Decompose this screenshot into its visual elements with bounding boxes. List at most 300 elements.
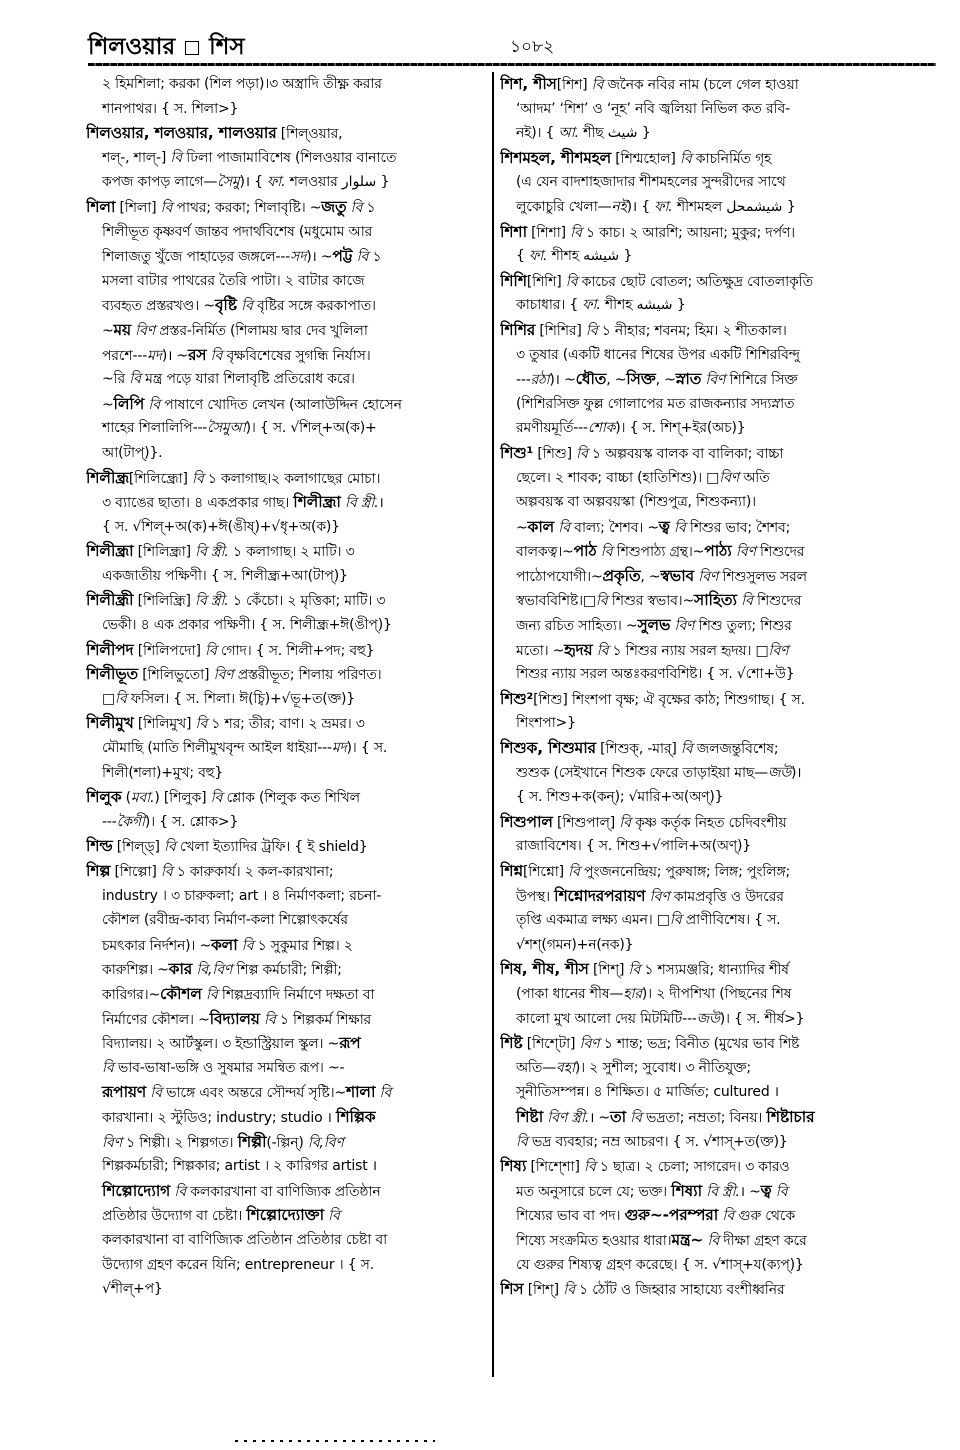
grammar-label: বি [205,986,218,1003]
entry-continuation-line [500,933,930,958]
headword: তা [609,1107,626,1126]
definition-text: ১ শিল্পকর্ম শিক্ষার [275,1011,372,1028]
grammar-label: বি [160,199,173,216]
entry-continuation-line [500,761,930,786]
entry-headword-line [500,72,930,97]
grammar-label: বি [356,249,369,266]
definition-text: [শিলা] [115,199,161,216]
headword: মন্ত্র~ [671,1230,704,1249]
grammar-label: বি স্ত্রী. [344,495,379,512]
entry-headword-line [86,195,496,220]
entry-continuation-line [500,490,930,515]
definition-text: industry । ৩ চারুকলা; art । ৪ নির্মাণকলা; রচনা- [102,887,382,904]
entry-continuation-line [86,416,496,441]
definition-text: শিলী(শলা)+মুখ; বহু} [102,764,224,781]
entry-continuation-line [86,1228,496,1253]
entry-continuation-line [86,441,496,466]
definition-text: মতো। ~ [516,642,565,659]
entry-continuation-line [86,1130,496,1155]
entry-continuation-line [86,884,496,909]
headword: শিলীভূত [86,665,138,684]
grammar-label: বি [741,593,753,610]
definition-text: ১ অল্পবয়স্ক বালক বা বালিকা; বাচ্চা [587,445,784,462]
definition-text: প্রতিষ্ঠার উদ্যোগ বা চেষ্টা। [102,1208,247,1225]
entry-headword-line [86,539,496,564]
grammar-label: বিণ [213,667,234,684]
entry-continuation-line [500,97,930,122]
headword: লিপি [113,394,145,413]
definition-text: শিল্প কর্মচারী; শিল্পী; [232,962,342,979]
definition-text: গুরু থেকে [733,1208,796,1225]
grammar-label: বি [241,937,254,954]
definition-text: শাহের শিলালিপি--- [102,420,208,437]
entry-headword-line [86,859,496,884]
definition-text: আ(টাপ্)}. [102,444,163,461]
entry-continuation-line [86,170,496,195]
grammar-label: বিণ [698,568,719,585]
definition-text: কাচাধার। { [516,297,583,314]
grammar-label: বি,বিণ [196,962,233,979]
grammar-label: মদ [147,347,162,364]
definition-text: [শিলিপদো] [133,642,205,659]
definition-text: (পাকা ধানের শীষ— [516,985,624,1002]
entry-headword-line [500,810,930,835]
entry-headword-line [500,318,930,343]
grammar-label: বি,বিণ [307,1134,344,1151]
definition-text: )। [791,764,802,781]
grammar-label: বি [680,741,693,758]
definition-text: কারখানা। ২ স্টুডিও; industry; studio । [102,1109,337,1126]
definition-text: জন্য রচিত সাহিত্য। ~ [516,618,638,635]
entry-continuation-line [86,1080,496,1105]
grammar-label: মবা. [130,790,155,807]
definition-text: শিলাজতু খুঁজে পাহাড়ের জঙ্গলে--- [102,249,291,266]
definition-text: )। ~ [549,372,576,389]
grammar-label: বিণ [735,544,756,561]
entry-headword-line [86,466,496,491]
entry-continuation-line [86,564,496,589]
definition-text: অল্পবয়স্ক বা অল্পবয়স্কা (শিশুপুত্র, শিশুকন্যা)। [516,494,756,511]
definition-text: রাজাবিশেষ। { স. শিশু+√পালি+অ(অণ্)} [516,838,752,855]
entry-continuation-line [500,416,930,441]
headword: শিষ্য [500,1157,527,1176]
definition-text: শীশহ شيشه } [600,297,686,314]
headword: শিলওয়ার, শলওয়ার, শালওয়ার [86,124,277,143]
definition-text: ১ শিশুর ন্যায় সরল হৃদয়। □ [608,642,769,659]
definition-text: বাল্য; শৈশব। ~ [569,519,659,536]
grammar-label: বি [628,962,641,979]
definition-text: ~ [516,519,528,536]
definition-text: বিদ্যালয়। ২ আর্টস্কুল। ৩ ইন্ডাস্ট্রিয়াল স্কুল। ~ [102,1036,340,1053]
entry-continuation-line [86,1154,496,1179]
grammar-label: বি [150,1085,162,1102]
entry-continuation-line [500,1203,930,1228]
grammar-label: বিণ [719,469,740,486]
definition-text: কপজ কাপড় লাগে— [102,174,218,191]
headword: শিষ, শীষ, শীস [500,960,589,979]
entry-continuation-line [500,564,930,589]
entry-continuation-line [86,613,496,638]
grammar-label: বিণ [649,888,670,905]
headword: শিলীপদ [86,640,134,659]
definition-text: ৩ ব্যাঙের ছাতা। ৪ একপ্রকার গাছ। [102,495,294,512]
headword: বিদ্যালয় [209,1009,260,1028]
definition-text: (শিশিরসিক্ত ফুল্ল গোলাপের মত রাজকন্যার সদ্যস্নাত [516,395,795,412]
definition-text: কামপ্রবৃত্তি ও উদরের [669,888,784,905]
grammar-label: বি [148,396,160,413]
grammar-label: বি [379,1085,392,1102]
headword: শিল্পোদ্যোগ [102,1181,171,1200]
definition-text: খেলা ইত্যাদির ট্রফি। { ই shield} [175,839,368,856]
definition-text: ব্যবহৃত প্রস্তরখণ্ড। ~ [102,298,215,315]
definition-text: কাচনির্মিত গৃহ [691,150,772,167]
headword: বৃষ্টি [214,296,237,315]
definition-text: শিশিরে সিক্ত [725,372,798,389]
entry-headword-line [86,711,496,736]
definition-text: ১ [368,249,382,266]
entry-headword-line [500,146,930,171]
entry-continuation-line [86,269,496,294]
headword: শিলীন্ধ্রী [86,591,134,610]
definition-text: [শিশ] [556,77,592,93]
entry-continuation-line [500,662,930,687]
definition-text: ১ সুকুমার শিল্প। ২ [253,937,353,954]
definition-text: ছেলে। ২ শাবক; বাচ্চা (হাতিশিশু)। □ [516,469,720,486]
grammar-label: বি [722,1208,734,1225]
definition-text: ১ কলাগাছ। ২ মাটি। ৩ [228,544,355,561]
headword: পাঠ্য [704,542,732,561]
entry-headword-line [500,957,930,982]
headword: শিল্প [86,862,111,880]
headword: শিলা [86,197,116,216]
entry-continuation-line [500,515,930,540]
grammar-label: জউ [696,1010,720,1027]
running-head [88,28,245,67]
headword: শিষ্ট [500,1034,523,1053]
entry-continuation-line [86,97,496,122]
definition-text: জলজন্তুবিশেষ; [692,741,779,758]
headword: কার [168,960,193,979]
definition-text: শিশুপাঠ্য গ্রন্থ।~ [612,544,705,561]
definition-text: ১ কেঁচো। ২ মৃত্তিকা; মাটি। ৩ [228,593,386,610]
definition-text: শল্-, শাল্-] [102,149,171,166]
definition-text: উদ্যোগ গ্রহণ করেন যিনি; entrepreneur । { স. [102,1256,374,1273]
entry-continuation-line [500,638,930,663]
entry-headword-line [500,441,930,466]
entry-continuation-line [86,293,496,318]
definition-text: )। { স. √শিল্+অ(ক)+ [245,420,377,437]
definition-text: )। ~ [306,249,333,266]
definition-text: [শিশির] [535,322,586,339]
grammar-label: বিণ [102,1134,122,1151]
column-divider [492,72,494,1377]
definition-text: । ~ [739,1183,761,1200]
headword: শিষ্টা [516,1107,543,1126]
grammar-label: বি [591,77,604,93]
definition-text: { স. √শিল্+অ(ক)+ঈ(ঙীষ্)+√ধৃ+অ(ক)} [102,518,340,535]
definition-text: বৃষ্টির সঙ্গে করকাপাত। [252,298,376,315]
definition-text: [শিল্ড্] [112,839,164,856]
grammar-label: কৈগী [116,813,145,830]
entry-continuation-line [86,736,496,761]
grammar-label: বি [163,839,176,856]
grammar-label: বিণ [768,642,789,659]
headword: শিলীন্ধ্রা [293,493,341,512]
entry-continuation-line [500,466,930,491]
entry-continuation-line [86,318,496,343]
entry-continuation-line [500,613,930,638]
entry-continuation-line [500,343,930,368]
definition-text: )। { [239,174,268,191]
grammar-label: বিণ [674,618,695,635]
entry-headword-line [86,834,496,859]
entry-continuation-line [500,1080,930,1105]
entry-continuation-line [500,1228,930,1253]
definition-text: )। { স. শীর্ষ>} [719,1010,805,1027]
definition-text: মসলা বাটার পাথরের তৈরি পাটা। ২ বাটার কাজে [102,272,365,289]
definition-text: শিশুর স্বভাব।~ [607,593,695,610]
headword: শিস [500,1280,524,1299]
definition-text: [শিশা] [526,224,571,241]
entry-continuation-line [500,1130,930,1155]
entry-continuation-line [86,908,496,933]
grammar-label: বি [170,149,183,166]
headword: হৃদয় [564,640,593,659]
entry-continuation-line [86,392,496,417]
grammar-label: বি [350,199,363,216]
entry-continuation-line [86,244,496,269]
definition-text: কৌশল (রবীন্দ্র-কাব্য নির্মাণ-কলা শিল্পোৎকর্ষের [102,912,348,929]
definition-text: শ্লোক (শিলুক কত শিখিল [222,790,360,807]
definition-text: ভাব-ভাষা-ভঙ্গি ও সুষমার সমন্বিত রূপ। ~- [113,1059,345,1076]
definition-text: শিশুসুলভ সরল [718,568,807,585]
footer-rule [235,1440,435,1442]
definition-text: । ~ [589,1109,610,1126]
definition-text: কারিগর।~ [102,986,160,1003]
definition-text: তৃপ্তি একমাত্র লক্ষ্য এমন। □ [516,912,670,929]
definition-text: ভাঙ্গে এবং অন্তরে সৌন্দর্য সৃষ্টি।~ [161,1085,346,1102]
definition-text: কলকারখানা বা বাণিজ্যিক প্রতিষ্ঠান প্রতিষ্ঠার চেষ্টা বা [102,1231,387,1248]
entry-continuation-line [86,220,496,245]
headword: গুরু~-পরম্পরা [624,1206,719,1225]
headword: কৌশল [159,984,202,1003]
entry-continuation-line [500,367,930,392]
definition-text: , ~ [640,568,661,585]
entry-continuation-line [500,392,930,417]
page-number: ১০৮২ [510,37,555,57]
grammar-label: বিণ [579,1036,600,1053]
headword: সাহিত্য [694,591,737,610]
definition-text: সুনীতিসম্পন্ন। ৪ শিক্ষিত। ৫ মার্জিত; cultured । [516,1084,779,1101]
grammar-label: বি [600,544,613,561]
definition-text: [শিলিন্ধ্রা] [133,544,196,561]
grammar-label: বিণ স্ত্রী. [547,1109,590,1126]
separator-box-icon [185,41,199,55]
entry-continuation-line [86,1203,496,1228]
grammar-label: বি [102,1059,114,1076]
grammar-label: জউ [767,764,791,781]
guide-word-first: শিলওয়ার [88,34,176,60]
entry-headword-line [500,1154,930,1179]
definition-text: )। { স. [346,740,388,757]
headword: স্নাত [675,370,702,389]
grammar-label: বি [669,912,682,929]
definition-text: শিল্পদ্রব্যাদি নির্মাণে দক্ষতা বা [217,986,375,1003]
grammar-label: বি [630,1109,642,1126]
headword: শিষ্টাচার [766,1107,815,1126]
definition-text: শিশুর ভাব; শৈশব; [685,519,791,536]
definition-text: (এ যেন বাদশাহজাদার শীশমহলের সুন্দরীদের সাথে [516,174,786,191]
definition-text: শিলীভূত কৃষ্ণবর্ণ জান্তব পদার্থবিশেষ (মধুমোম আর [102,223,373,240]
grammar-label: শোক [587,420,616,437]
definition-text: □ [102,690,116,707]
entry-continuation-line [86,687,496,712]
header-rule [88,63,936,66]
definition-text: পাঠোপযোগী।~ [516,568,603,585]
definition-text: ১ [362,199,376,216]
definition-text: চমৎকার নির্দশন)। ~ [102,937,212,954]
definition-text: শানপাথর। { স. শিলা>} [102,100,239,117]
entry-headword-line [500,1031,930,1056]
definition-text: মৌমাছি (মাতি শিলীমুখবৃন্দ আইল ধাইয়া--- [102,740,332,757]
grammar-label: বি [241,298,253,315]
grammar-label: বি [516,1133,528,1150]
definition-text: --- [516,372,531,389]
headword: পাঠ [573,542,597,561]
headword: স্বভাব [660,566,694,585]
definition-text: [শিলিন্ধ্রো] [128,470,193,487]
entry-continuation-line [500,1105,930,1130]
definition-text: গোদ। { স. শিলী+পদ; বহু} [216,642,375,659]
headword: শিশু² [500,689,534,708]
entry-headword-line [500,269,930,294]
definition-text: অতি [739,469,770,486]
definition-text: [শিশু] শিংশপা বৃক্ষ; ঐ বৃক্ষের কাঠ; শিশুগাছ। { স. [533,691,805,708]
grammar-label: বি [174,1183,186,1200]
headword: শিল্পী [237,1132,267,1151]
entry-continuation-line [500,293,930,318]
entry-continuation-line [86,1056,496,1081]
definition-text: রমণীয়মূর্তি--- [516,420,588,437]
grammar-label: নই [611,198,627,215]
headword: শিল্পিক [336,1107,376,1126]
definition-text: লুকোচুরি খেলা— [516,198,612,215]
grammar-label: বি [160,864,173,880]
definition-text: [শিলিভুতো] [137,667,214,684]
grammar-label: ফা. [528,248,548,265]
definition-text: শিষ্যে সংক্রমিত হওয়ার ধারা। [516,1232,672,1249]
definition-text: )। ২ দীপশিখা (পিছনের শিষ [641,985,792,1002]
headword: রস [187,345,207,364]
headword: শিশ, শীস [500,75,557,93]
grammar-label: বি [563,1282,575,1299]
definition-text: বৃক্ষবিশেষের সুগন্ধি নির্যাস। [222,347,371,364]
grammar-label: বি [570,224,582,241]
grammar-label: বি [328,1208,340,1225]
definition-text: কারুশিল্প। ~ [102,962,169,979]
grammar-label: বি [195,716,208,733]
definition-text: [শিশ্] [523,1282,564,1299]
grammar-label: বি [595,593,608,610]
definition-text: ১ কাচ। ২ আরশি; আয়না; মুকুর; দর্পণ। [581,224,795,241]
headword: শিশি [500,271,527,290]
entry-headword-line [500,859,930,884]
entry-continuation-line [500,539,930,564]
definition-text: ১ শস্যমঞ্জরি; ধান্যাদির শীর্ষ [640,962,789,979]
definition-text: ১ ঠোঁট ও জিহ্বার সাহায্যে বংশীধ্বনির [574,1282,785,1299]
entry-continuation-line [500,1253,930,1278]
definition-text: দীক্ষা গ্রহণ করে [719,1232,807,1249]
definition-text: প্রস্তরীভূত; শিলায় পরিণত। [233,667,382,684]
definition-text: [শিশি] [526,273,566,290]
definition-text: ) [শিলুক] [154,790,211,807]
definition-text: শিষ্যের ভাব বা পদ। [516,1208,625,1225]
definition-text: কালো মুখ আলো দেয় মিটমিটি--- [516,1010,697,1027]
definition-text: )। ~ [161,347,188,364]
definition-text: শিংশপা>} [516,715,576,732]
entry-continuation-line [500,121,930,146]
definition-text: ১ নীহার; শবনম; হিম। ২ শীতকাল। [597,322,787,339]
headword: শিশুপাল [500,812,553,831]
entry-continuation-line [86,146,496,171]
definition-text: [শিল্পো] [110,864,161,880]
headword: রূপ [339,1034,361,1053]
definition-text: পুংজননেন্দ্রিয়; পুরুষাঙ্গ; লিঙ্গ; পুংলিঙ্গ; [579,864,791,880]
headword: ময় [113,320,131,339]
headword: শিশুক, শিশুমার [500,739,596,758]
definition-text: প্রস্তর-নির্মিত (শিলাময় দ্বার দেব খুলিলা [155,322,368,339]
entry-continuation-line [86,810,496,835]
entry-continuation-line [86,1179,496,1204]
grammar-label: সৈমুআ [207,420,246,437]
definition-text: )। { স. শিশ্+ইর(অচ)} [615,420,746,437]
definition-text: { স. শিশু+ক(কন্); √মারি+অ(অণ্)} [516,789,724,806]
definition-text: ১ শিল্পী। ২ শিল্পগত। [121,1134,238,1151]
definition-text: ১ শর; তীর; বাণ। ২ ভ্রমর। ৩ [207,716,365,733]
entry-continuation-line [500,588,930,613]
definition-text: [শিলিন্ধ্রি] [133,593,196,610]
definition-text: কাচের ছোট বোতল; অতিক্ষুদ্র বোতলাকৃতি [577,273,813,290]
definition-text: । [378,495,384,512]
entry-continuation-line [500,1007,930,1032]
definition-text: ঢিলা পাজামাবিশেষ (শিলওয়ার বানাতে [182,149,397,166]
entry-continuation-line [500,1056,930,1081]
headword: কলা [211,935,238,954]
definition-text: শীশহ شيشه } [547,248,633,265]
headword: পট্ট [332,247,353,266]
definition-text: [শিলিমুখ] [133,716,196,733]
entry-headword-line [500,220,930,245]
guide-word-last: শিস [209,34,245,60]
definition-text: [শিশুক্, -মার্] [595,741,681,758]
definition-text: প্রাণীবিশেষ। { স. [681,912,781,929]
definition-text: )। { স. শ্লোক>} [144,813,239,830]
definition-text: [শিশ্টো] [522,1036,580,1053]
entry-continuation-line [86,1007,496,1032]
definition-text: পাথর; করকা; শিলাবৃষ্টি। ~ [172,199,322,216]
definition-text: ভদ্রতা; নম্রতা; বিনয়। [641,1109,767,1126]
definition-text: কলকারখানা বা বাণিজ্যিক প্রতিষ্ঠান [186,1183,381,1200]
entry-headword-line [86,121,496,146]
entry-headword-line [500,736,930,761]
entry-continuation-line [86,1105,496,1130]
headword: সিক্ত [626,370,656,389]
grammar-label: বি [619,814,631,831]
definition-text: ‘আদম’ ‘শিশ’ ও ‘নূহ’ নবি জ্বলিয়া নিভিল কত রবি- [516,100,790,117]
definition-text: পাষাণে খোদিত লেখন (আলাউদ্দিন হোসেন [159,396,402,413]
definition-text: নির্মাণের কৌশল। ~ [102,1011,210,1028]
entry-continuation-line [500,834,930,859]
